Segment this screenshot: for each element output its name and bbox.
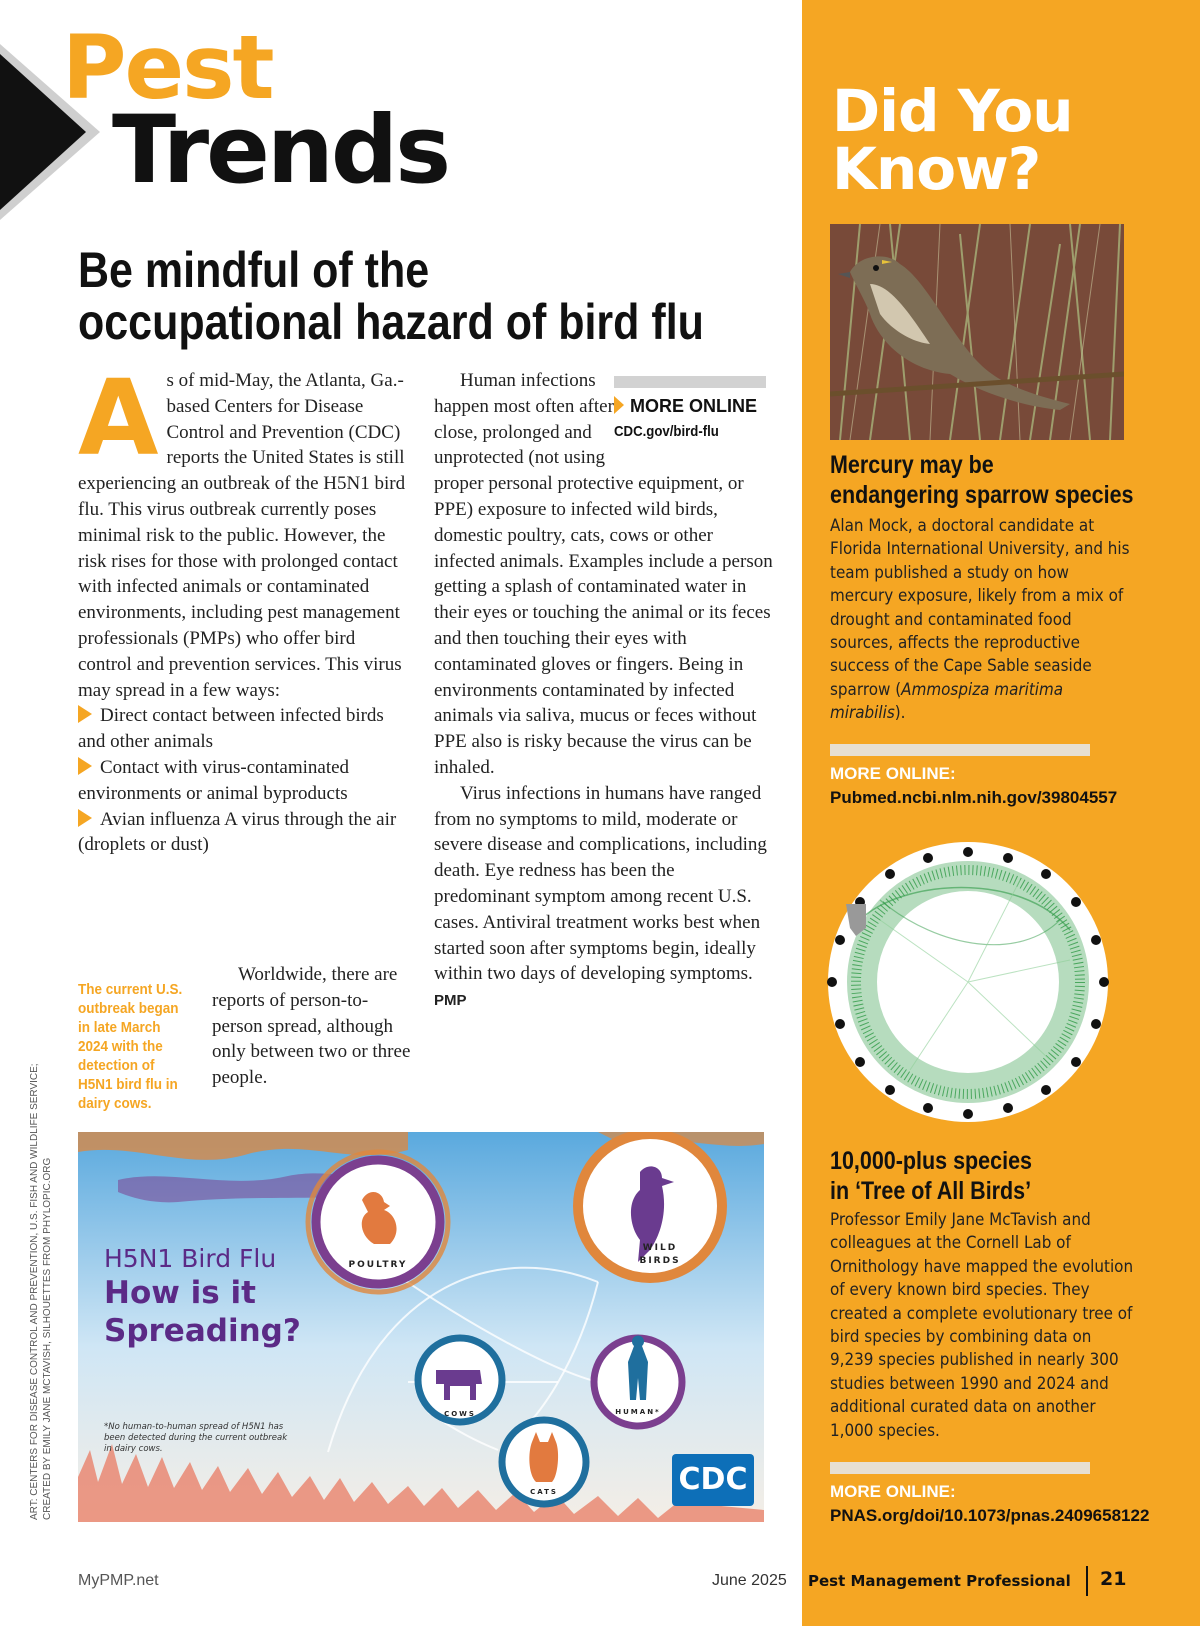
bullet-arrow-icon xyxy=(78,705,92,723)
tree-heading: 10,000-plus species in ‘Tree of All Birds’ xyxy=(830,1147,1032,1205)
page-number: 21 xyxy=(1100,1568,1127,1590)
infographic-subtitle: H5N1 Bird Flu xyxy=(104,1244,277,1273)
sparrow-image xyxy=(830,224,1124,440)
footer-site[interactable]: MyPMP.net xyxy=(78,1572,159,1589)
more-online-label: MORE ONLINE xyxy=(614,396,766,417)
cows-label: COWS xyxy=(444,1410,476,1418)
bird-tree-image xyxy=(820,840,1116,1122)
drop-cap: A xyxy=(78,357,159,479)
arrow-icon xyxy=(614,396,624,414)
sparrow-heading: Mercury may be endangering sparrow species xyxy=(830,451,1134,509)
more-online-box xyxy=(614,376,766,440)
intro-paragraph: s of mid-May, the Atlanta, Ga.-based Centers for Disease Control and Prevention (CDC) reports the United States is still experiencing an outbreak of the H5N1 bird flu. This virus outbreak currently poses minimal risk to the public. However, the risk rises for those with prolonged contact with infected animals or contaminated environments, including pest management professionals (PMPs) who offer bird control and prevention services. This virus may spread in a few ways: xyxy=(78,370,406,701)
sidebar-divider xyxy=(830,1462,1090,1474)
species-name: Ammospiza maritima mirabilis xyxy=(830,679,1064,723)
bullet-arrow-icon xyxy=(78,809,92,827)
cdc-logo: CDC xyxy=(672,1454,754,1506)
poultry-label: POULTRY xyxy=(348,1260,408,1270)
art-credit: ART: CENTERS FOR DISEASE CONTROL AND PREVENTION, U.S. FISH AND WILDLIFE SERVICE; CREATED BY EMILY JANE MCTAVISH, SILHOUETTES FROM PHYLOPIC.ORG xyxy=(29,1063,53,1520)
tree-more-online: MORE ONLINE: PNAS.org/doi/10.1073/pnas.2409658122 xyxy=(830,1482,1150,1525)
section-title-pest: Pest xyxy=(62,16,273,119)
more-online-link[interactable]: CDC.gov/bird-flu xyxy=(614,423,719,440)
bullet-arrow-icon xyxy=(78,757,92,775)
headline-line-1: Be mindful of the xyxy=(78,242,430,298)
article-headline xyxy=(78,242,704,350)
sidebar-divider xyxy=(830,744,1090,756)
end-mark: PMP xyxy=(434,992,467,1010)
article-column-2 xyxy=(434,368,774,1014)
tree-body: Professor Emily Jane McTavish and colleagues at the Cornell Lab of Ornithology have mapped the evolution of every known bird species. They created a complete evolutionary tree of bird species by combining data on 9,239 species published in nearly 300 studies between 1990 and 2024 and additional curated data on another 1,000 species. xyxy=(830,1210,1134,1440)
sparrow-more-online-link[interactable]: Pubmed.ncbi.nlm.nih.gov/39804557 xyxy=(830,788,1118,807)
paragraph-human-infections: Human infections happen most often after close, prolonged and unprotected (not using proper personal protective equipment, or PPE) exposure to infected wild birds, domestic poultry, cats, cows or other infected animals. Examples include a person getting a splash of contaminated water in their eyes or touching the animal or its feces and then touching their eyes with contaminated gloves or fingers. Being in environments contaminated by infected animals via saliva, mucus or feces without PPE also is risky because the virus can be inhaled. xyxy=(434,370,773,778)
worldwide-paragraph: Worldwide, there are reports of person-to-person spread, although only between two or three people. xyxy=(212,964,411,1089)
wild-birds-label: WILD BIRDS xyxy=(639,1243,681,1266)
article-column-1 xyxy=(78,357,408,858)
bullet-item: Avian influenza A virus through the air (droplets or dust) xyxy=(78,808,397,856)
more-online-divider xyxy=(614,376,766,388)
section-title-trends: Trends xyxy=(112,96,449,205)
headline-line-2: occupational hazard of bird flu xyxy=(78,294,704,350)
infographic-title: How is it Spreading? xyxy=(104,1275,301,1349)
cats-label: CATS xyxy=(530,1488,558,1496)
bullet-item: Contact with virus-contaminated environments or animal byproducts xyxy=(78,756,350,804)
human-label: HUMAN* xyxy=(615,1408,661,1416)
did-you-know-sidebar xyxy=(802,0,1200,1626)
footer-separator xyxy=(1086,1566,1088,1596)
footer-brand: Pest Management Professional xyxy=(808,1572,1071,1590)
sidebar-title: Did You Know? xyxy=(832,77,1073,203)
sparrow-photo xyxy=(830,224,1124,440)
sparrow-more-online: MORE ONLINE: Pubmed.ncbi.nlm.nih.gov/39804557 xyxy=(830,764,1118,807)
tree-more-online-link[interactable]: PNAS.org/doi/10.1073/pnas.2409658122 xyxy=(830,1506,1150,1525)
h5n1-infographic xyxy=(78,1132,764,1522)
paragraph-symptoms: Virus infections in humans have ranged from no symptoms to mild, moderate or severe disease and complications, including death. Eye redness has been the predominant symptom among recent U.S. cases. Antiviral treatment works best when started soon after symptoms begin, ideally within two days of developing symptoms. PMP xyxy=(434,782,767,1010)
pull-quote: The current U.S. outbreak began in late March 2024 with the detection of H5N1 bird flu in dairy cows. xyxy=(78,981,183,1112)
tree-of-all-birds-graphic xyxy=(820,840,1116,1122)
bullet-item: Direct contact between infected birds and other animals xyxy=(78,705,384,753)
sparrow-body: Alan Mock, a doctoral candidate at Florida International University, and his team published a study on how mercury exposure, likely from a mix of drought and contaminated food sources, affects the reproductive success of the Cape Sable seaside sparrow (Ammospiza maritima mirabilis). xyxy=(830,516,1130,723)
infographic-footnote: *No human-to-human spread of H5N1 has been detected during the current outbreak in dairy cows. xyxy=(104,1422,288,1454)
footer-date: June 2025 xyxy=(712,1572,787,1589)
